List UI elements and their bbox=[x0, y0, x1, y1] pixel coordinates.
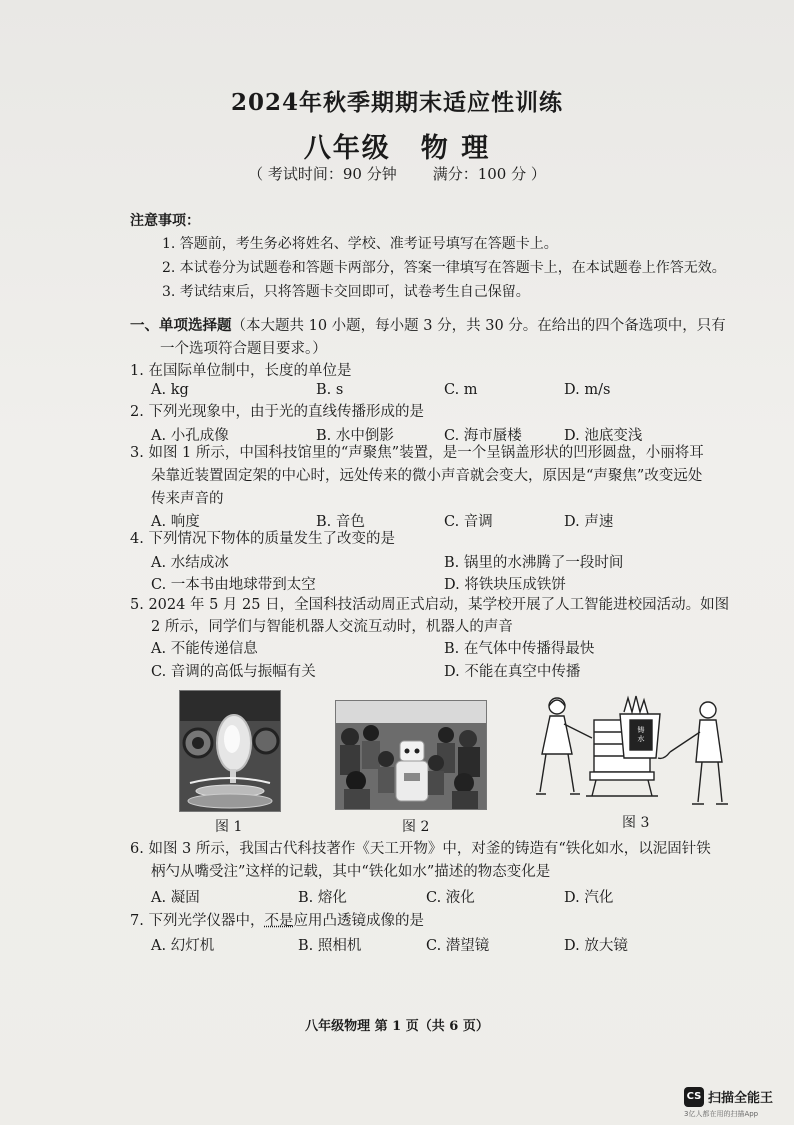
q4-option-b: B. 锅里的水沸腾了一段时间 bbox=[444, 555, 624, 571]
q7-stem-emphasis: 不是 bbox=[264, 913, 294, 929]
q6-option-a: A. 凝固 bbox=[151, 890, 200, 906]
q7-option-a: A. 幻灯机 bbox=[151, 938, 215, 954]
q1-option-a: A. kg bbox=[151, 382, 189, 398]
q7-option-b: B. 照相机 bbox=[298, 938, 362, 954]
scanner-watermark bbox=[684, 1086, 773, 1119]
question-6-line-2: 柄勺从嘴受注”这样的记载，其中“铁化如水”描述的物态变化是 bbox=[151, 864, 551, 880]
q3-option-d: D. 声速 bbox=[564, 514, 614, 530]
q4-option-a: A. 水结成冰 bbox=[151, 555, 229, 571]
notice-title: 注意事项： bbox=[130, 213, 200, 229]
figure-2-caption: 图 2 bbox=[402, 819, 430, 835]
q2-option-c: C. 海市蜃楼 bbox=[444, 428, 522, 444]
question-2-stem: 2. 下列光现象中，由于光的直线传播形成的是 bbox=[130, 404, 424, 420]
q6-option-b: B. 熔化 bbox=[298, 890, 347, 906]
q3-option-b: B. 音色 bbox=[316, 514, 365, 530]
scanner-tagline: 3亿人都在用的扫描App bbox=[684, 1109, 759, 1118]
figure-3-caption: 图 3 bbox=[622, 815, 650, 831]
q4-option-d: D. 将铁块压成铁饼 bbox=[444, 577, 566, 593]
scanner-app-name: 扫描全能王 bbox=[708, 1091, 774, 1106]
q7-option-d: D. 放大镜 bbox=[564, 938, 628, 954]
section-1-header bbox=[130, 314, 770, 361]
q7-stem-pre: 7. 下列光学仪器中， bbox=[130, 913, 265, 929]
grade-label: 八年级 bbox=[303, 133, 391, 164]
figure-2-image bbox=[335, 700, 487, 810]
q7-stem-post: 应用凸透镜成像的是 bbox=[293, 913, 424, 929]
q6-option-d: D. 汽化 bbox=[564, 890, 614, 906]
notice-item-3: 3. 考试结束后，只将答题卡交回即可，试卷考生自己保留。 bbox=[162, 284, 530, 300]
exam-title: 2024年秋季期期末适应性训练 bbox=[230, 89, 563, 116]
question-5-line-1: 5. 2024 年 5 月 25 日，全国科技活动周正式启动，某学校开展了人工智能进校园活动。如图 bbox=[130, 597, 730, 613]
q1-option-c: C. m bbox=[444, 382, 478, 398]
q5-option-a: A. 不能传递信息 bbox=[151, 641, 258, 657]
page-footer: 八年级物理 第 1 页（共 6 页） bbox=[305, 1019, 489, 1034]
exam-subtitle bbox=[0, 126, 794, 165]
question-7-stem bbox=[130, 910, 770, 933]
q6-option-c: C. 液化 bbox=[426, 890, 475, 906]
section-1-heading: 一、单项选择题 bbox=[130, 317, 232, 334]
full-score: 满分：100 分 ） bbox=[432, 165, 546, 183]
q3-option-c: C. 音调 bbox=[444, 514, 493, 530]
q3-option-a: A. 响度 bbox=[151, 514, 200, 530]
q2-option-d: D. 池底变浅 bbox=[564, 428, 643, 444]
section-1-desc-2: 一个选项符合题目要求。） bbox=[160, 341, 327, 357]
scanner-logo-icon: CS bbox=[684, 1087, 704, 1107]
subject-label: 物 理 bbox=[420, 133, 491, 164]
q5-option-b: B. 在气体中传播得最快 bbox=[444, 641, 595, 657]
q7-option-c: C. 潜望镜 bbox=[426, 938, 490, 954]
q5-option-c: C. 音调的高低与振幅有关 bbox=[151, 664, 316, 680]
q1-option-d: D. m/s bbox=[564, 382, 611, 398]
q1-option-b: B. s bbox=[316, 382, 344, 398]
exam-info bbox=[0, 163, 794, 184]
section-1-desc: （本大题共 10 小题，每小题 3 分，共 30 分。在给出的四个备选项中，只有 bbox=[231, 318, 726, 334]
question-4-stem: 4. 下列情况下物体的质量发生了改变的是 bbox=[130, 531, 395, 547]
q4-option-c: C. 一本书由地球带到太空 bbox=[151, 577, 316, 593]
q2-option-a: A. 小孔成像 bbox=[151, 428, 229, 444]
question-3-line-3: 传来声音的 bbox=[151, 491, 224, 507]
robot-with-students-illustration bbox=[336, 701, 486, 809]
sound-focus-device-illustration bbox=[180, 691, 280, 811]
casting-sign-text-2: 水 bbox=[637, 735, 645, 743]
question-3-line-2: 朵靠近装置固定架的中心时，远处传来的微小声音就会变大，原因是“声聚焦”改变远处 bbox=[151, 468, 703, 484]
notice-item-2: 2. 本试卷分为试题卷和答题卡两部分，答案一律填写在答题卡上，在本试题卷上作答无效。 bbox=[162, 260, 726, 276]
figure-1-image bbox=[179, 690, 281, 812]
q5-option-d: D. 不能在真空中传播 bbox=[444, 664, 581, 680]
question-6-line-1: 6. 如图 3 所示，我国古代科技著作《天工开物》中，对釜的铸造有“铁化如水，以泥固针铁 bbox=[130, 841, 711, 857]
question-1-stem: 1. 在国际单位制中，长度的单位是 bbox=[130, 363, 352, 379]
notice-item-1: 1. 答题前，考生务必将姓名、学校、准考证号填写在答题卡上。 bbox=[162, 236, 558, 252]
ancient-iron-casting-illustration bbox=[532, 692, 730, 814]
q2-option-b: B. 水中倒影 bbox=[316, 428, 394, 444]
figure-3-image bbox=[532, 692, 730, 814]
question-5-line-2: 2 所示，同学们与智能机器人交流互动时，机器人的声音 bbox=[151, 619, 513, 635]
figure-1-caption: 图 1 bbox=[215, 819, 243, 835]
question-3-line-1: 3. 如图 1 所示，中国科技馆里的“声聚焦”装置，是一个呈锅盖形状的凹形圆盘，小丽将耳 bbox=[130, 445, 704, 461]
casting-sign-text-1: 铸 bbox=[637, 726, 645, 734]
exam-time: （ 考试时间：90 分钟 bbox=[248, 165, 397, 183]
